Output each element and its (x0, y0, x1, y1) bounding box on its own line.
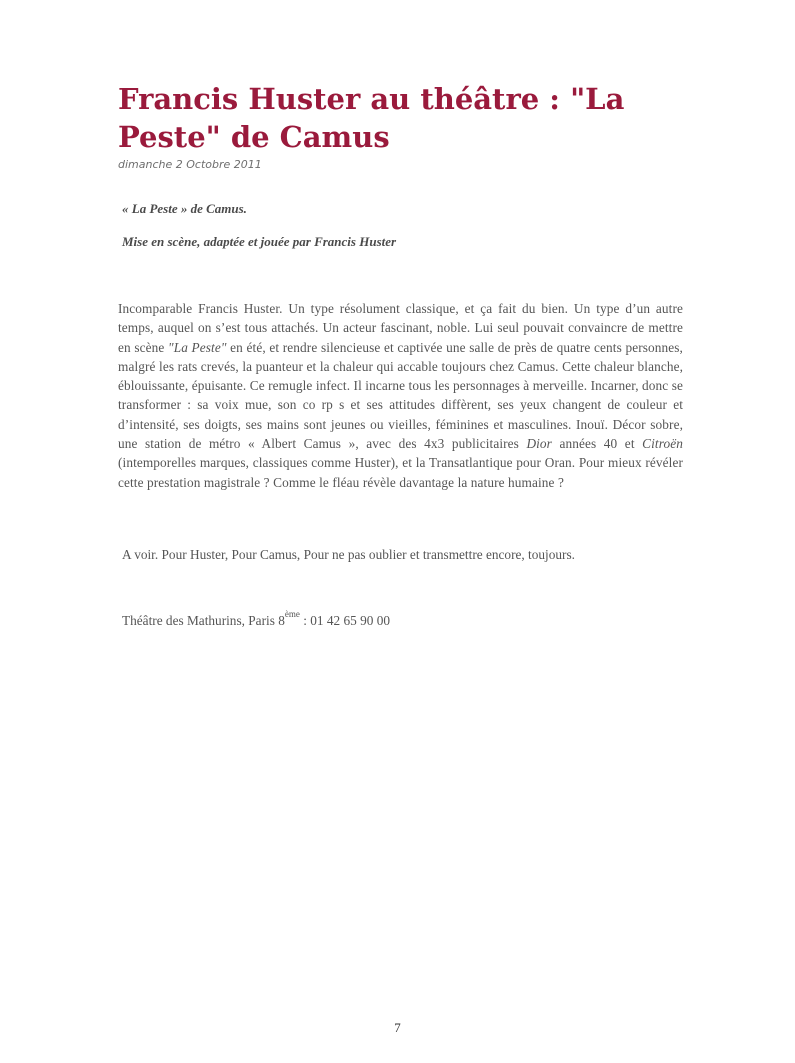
article-title: Francis Huster au théâtre : "La Peste" de Camus (118, 82, 625, 154)
article-body (118, 299, 683, 492)
venue-arrondissement-suffix: ème (284, 609, 300, 619)
article-subtitle-play: « La Peste » de Camus. (122, 201, 247, 216)
body-text-part-3: années 40 et (551, 436, 643, 452)
venue-phone: : 01 42 65 90 00 (303, 613, 390, 628)
brand-dior: Dior (526, 436, 552, 452)
venue-name: Théâtre des Mathurins, Paris 8 (122, 613, 285, 628)
body-text-part-4: (intemporelles marques, classiques comme Huster), et la Transatlantique pour Oran. Pour mieux révéler cette prestation magistrale ? Comme le fléau révèle davantage la nature humaine ? (118, 455, 683, 490)
play-title-reference: "La Peste" (168, 339, 227, 355)
page-number: 7 (394, 1020, 401, 1035)
article-subtitle-credits: Mise en scène, adaptée et jouée par Francis Huster (122, 234, 397, 249)
article-closing: A voir. Pour Huster, Pour Camus, Pour ne pas oublier et transmettre encore, toujours. (122, 547, 575, 562)
venue-info (122, 609, 390, 629)
body-text-part-1: Incomparable Francis Huster. Un type résolument classique, et ça fait du bien. Un type d’un autre temps, auquel on s’est tous attachés. Un acteur fascinant, noble. Lui seul pouvait convaincre de mettre en scène (118, 301, 683, 355)
body-text-part-2: en été, et rendre silencieuse et captivée une salle de près de quatre cents personnes, malgré les rats crevés, la puanteur et la chaleur qui accable toujours chez Camus. Cette chaleur blanche, éblouissante, épuisante. Ce remugle infect. Il incarne tous les personnages à merveille. Incarner, donc se transformer : sa voix mue, son co rp s et ses attitudes diffèrent, ses yeux changent de couleur et d’intensité, ses doigts, ses mains sont jeunes ou vieilles, féminines et masculines. Inouï. Décor sobre, une station de métro « Albert Camus », avec des 4x3 publicitaires (118, 339, 684, 452)
brand-citroen: Citroën (642, 436, 683, 452)
article-date: dimanche 2 Octobre 2011 (118, 158, 262, 171)
